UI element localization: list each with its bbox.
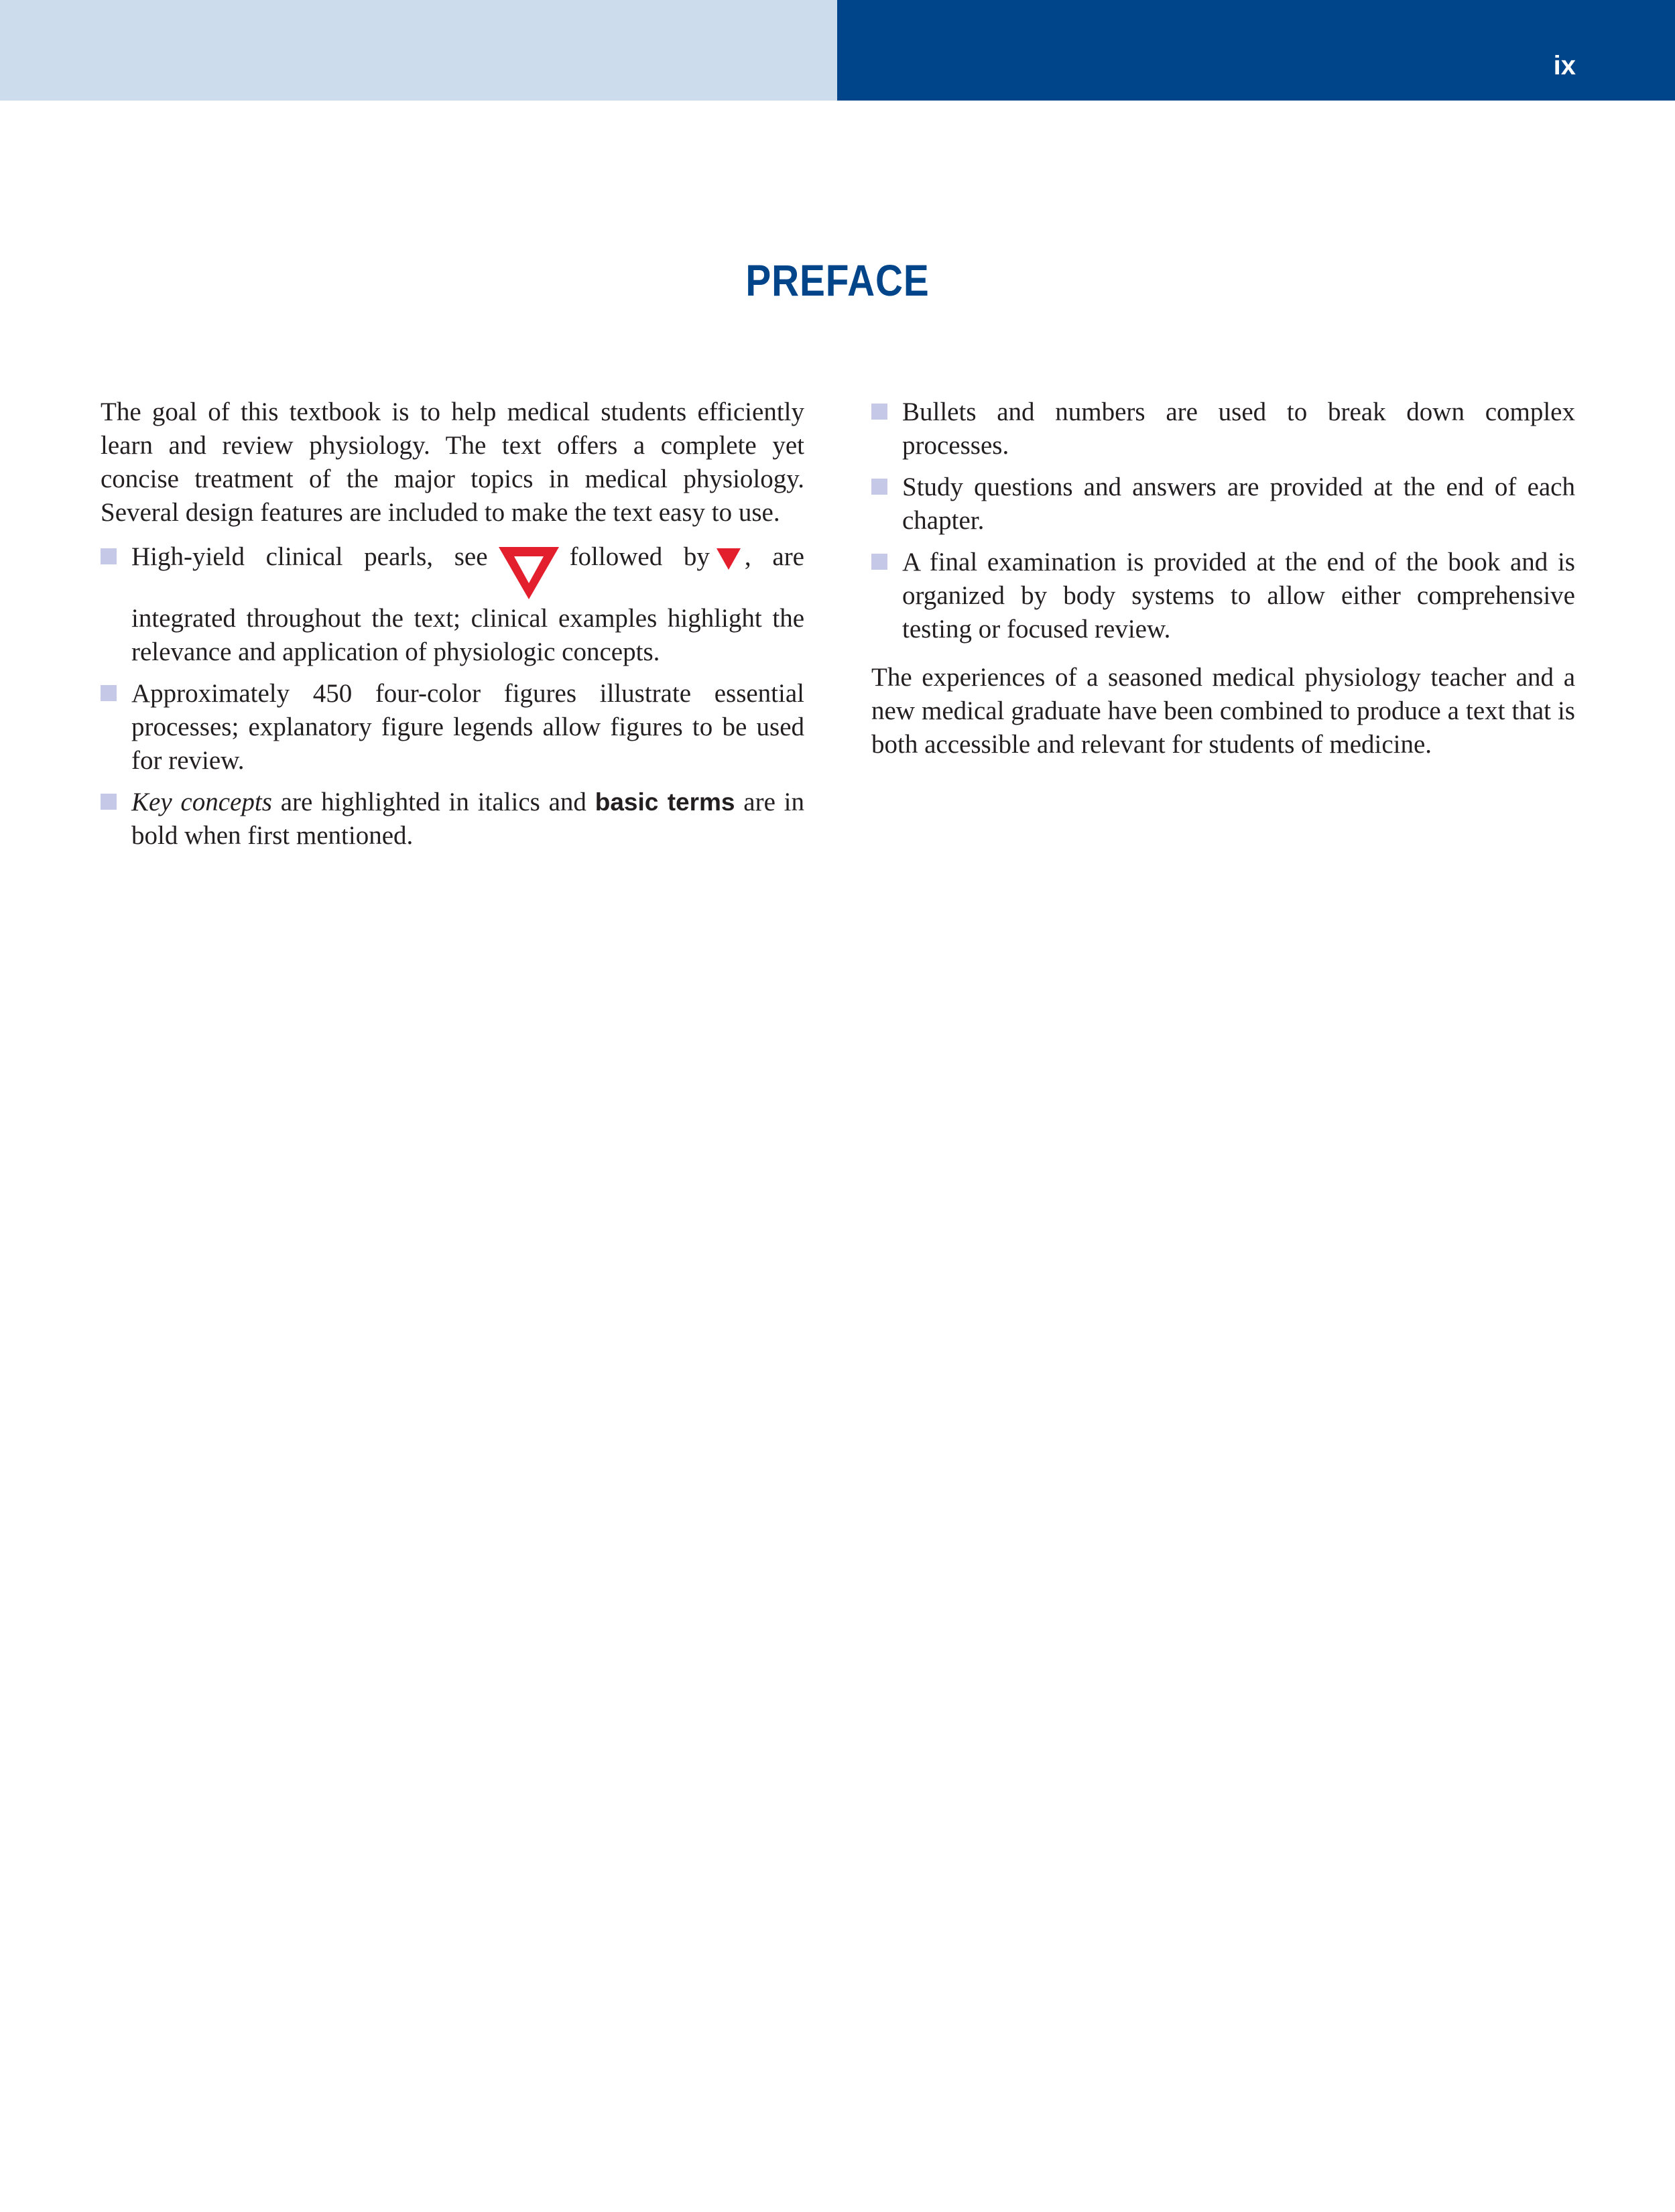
list-item-text: A final examination is provided at the end of the book and is organized by body systems to allow either comprehensive testing or focused review. [902,548,1575,643]
header-band-light [0,0,837,101]
page-title: PREFACE [745,255,930,305]
open-red-triangle-icon [496,544,562,602]
pearl-text-3: , are integrated throughout the text; [131,542,804,633]
left-bullet-list [101,540,804,853]
pearl-text-1: High-yield clinical pearls, see [131,542,488,571]
list-item [101,786,804,853]
square-bullet-icon [871,404,887,420]
list-item-text: Study questions and answers are provided at the end of each chapter. [902,473,1575,535]
square-bullet-icon [101,685,117,701]
list-item [871,546,1575,646]
intro-paragraph: The goal of this textbook is to help medical students efficiently learn and review physiology. The text offers a complete yet concise treatment of the major topics in medical physiology. Several design features are included to make the text easy to use. [101,397,804,527]
square-bullet-icon [101,794,117,810]
list-item [871,395,1575,463]
filled-red-triangle-icon [715,547,742,571]
square-bullet-icon [871,479,887,495]
closing-paragraph: The experiences of a seasoned medical physiology teacher and a new medical graduate have been combined to produce a text that is both accessible and relevant for students of medicine. [871,663,1575,759]
page-number: ix [1553,51,1576,80]
square-bullet-icon [871,554,887,570]
right-column [871,395,1575,772]
concepts-middle: are highlighted in italics and [271,788,595,816]
concepts-end: are in bold when first mentioned. [131,788,805,850]
pearl-text-2: followed by [569,542,710,571]
list-item [101,677,804,778]
pearl-text-4: clinical examples highlight the relevance and application of physiologic concepts. [131,604,805,666]
square-bullet-icon [101,548,117,564]
list-item-text: Bullets and numbers are used to break down complex processes. [902,397,1575,460]
key-concepts-italic: Key concepts [131,788,272,816]
left-column [101,395,804,867]
right-bullet-list [871,395,1575,646]
pearl-line [131,540,804,669]
figures-text: Approximately 450 four-color figures illustrate essential processes; explanatory figure legends allow figures to be used for review. [131,679,804,775]
list-item [871,471,1575,538]
list-item [101,540,804,669]
header-band-dark [837,0,1675,101]
basic-terms-bold: basic terms [595,788,735,816]
